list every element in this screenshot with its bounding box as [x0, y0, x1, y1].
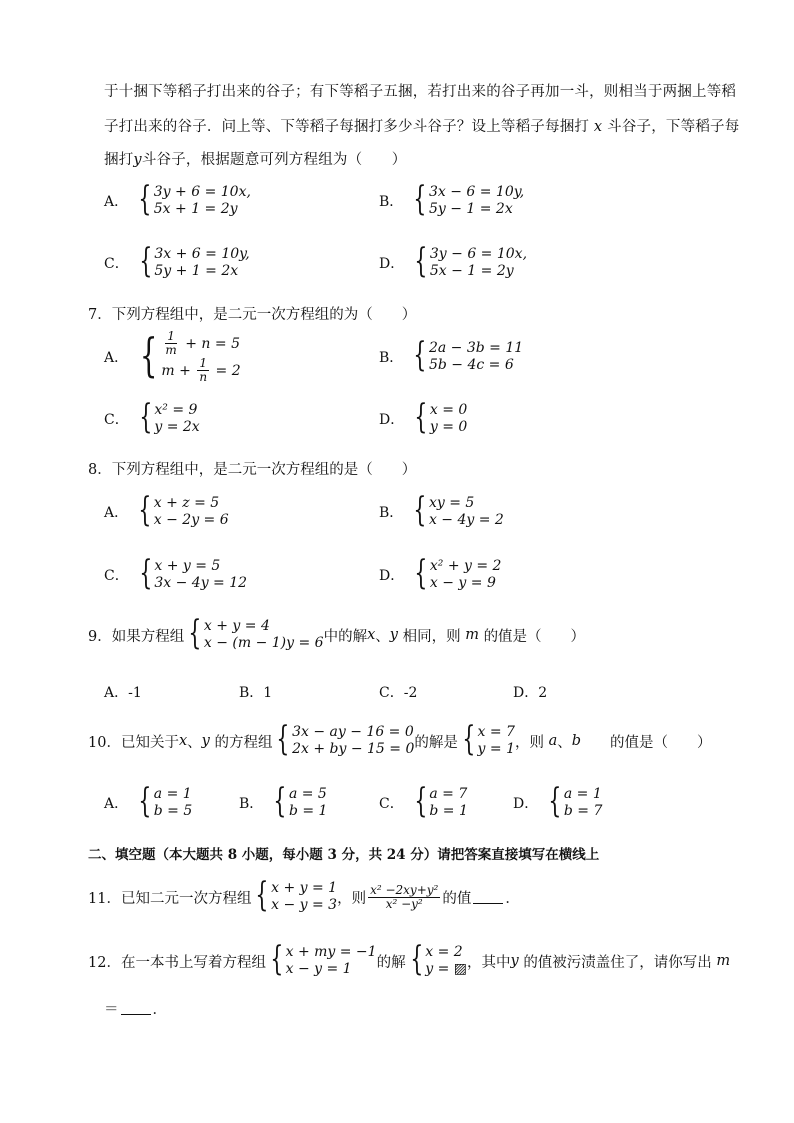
q10-stem: 10．已知关于 x 、 y 的方程组 { 3x − ay − 16 = 0 2x + by − 15 = 0 的解是 { x = 7 y = 1 ，则 a 、 b 的值是（ ）: [88, 719, 712, 759]
equation-system: { x² = 9 y = 2x: [139, 397, 200, 437]
q6-stem-line-1: 于十捆下等稻子打出来的谷子；有下等稻子五捆，若打出来的谷子再加一斗，则相当于两捆上等稻: [104, 84, 737, 100]
q8-option-b[interactable]: B． { xy = 5 x − 4y = 2: [379, 490, 504, 530]
q8-stem: 8．下列方程组中，是二元一次方程组的是（ ）: [88, 462, 417, 478]
q8-option-d[interactable]: D． { x² + y = 2 x − y = 9: [379, 553, 502, 593]
q11-stem: 11．已知二元一次方程组 { x + y = 1 x − y = 3 ，则 $\frac{\text{x² −2xy+y²}}{\text{x² −y²}}$ 的值 ．: [88, 875, 520, 915]
equation-system: { 3x + 6 = 10y, 5y + 1 = 2x: [139, 241, 250, 281]
equation-system: { 3x − 6 = 10y, 5y − 1 = 2x: [413, 179, 525, 219]
q7-option-d[interactable]: D． { x = 0 y = 0: [379, 397, 468, 437]
q9-stem: 9．如果方程组 { x + y = 4 x − (m − 1)y = 6 中的解 x 、 y 相同，则 m 的值是（ ）: [88, 613, 586, 653]
equation-system: { a = 1 b = 5: [138, 781, 193, 821]
equation-system: { 3x − ay − 16 = 0 2x + by − 15 = 0: [276, 719, 415, 759]
equation-system: { x² + y = 2 x − y = 9: [414, 553, 502, 593]
q7-option-b[interactable]: B． { 2a − 3b = 11 5b − 4c = 6: [379, 335, 524, 375]
q8-option-a[interactable]: A． { x + z = 5 x − 2y = 6: [104, 490, 229, 530]
q9-option-d[interactable]: D．2: [513, 685, 548, 701]
section-title: 二、填空题（本大题共 8 小题，每小题 3 分，共 24 分）请把答案直接填写在横线上: [88, 847, 600, 863]
q6-option-c[interactable]: C． { 3x + 6 = 10y, 5y + 1 = 2x: [104, 241, 250, 281]
q9-option-a[interactable]: A．-1: [104, 685, 142, 701]
q12-stem: 12．在一本书上写着方程组 { x + my = −1 x − y = 1 的解 { x = 2 y = ▨ ，其中 y 的值被污渍盖住了，请你写出 m: [88, 939, 731, 979]
q8-option-c[interactable]: C． { x + y = 5 3x − 4y = 12: [104, 553, 248, 593]
solution-system: { x = 7 y = 1: [462, 719, 515, 759]
equation-system: { 3y + 6 = 10x, 5x + 1 = 2y: [138, 179, 251, 219]
equation-system: { x + z = 5 x − 2y = 6: [138, 490, 229, 530]
q6-stem-line-2: 子打出来的谷子．问上等、下等稻子每捆打多少斗谷子？设上等稻子每捆打 x 斗谷子，下等稻子每: [104, 119, 740, 135]
q7-option-a[interactable]: A． { $\frac{1}{m}$ + n = 5 m + $\frac{1}{n}$ = 2: [104, 328, 241, 384]
q7-stem: 7．下列方程组中，是二元一次方程组的为（ ）: [88, 307, 417, 323]
q9-option-c[interactable]: C．-2: [379, 685, 418, 701]
equation-system: { a = 5 b = 1: [273, 781, 328, 821]
equation-system: { $\frac{1}{m}$ + n = 5 m + $\frac{1}{n}$ = 2: [139, 328, 241, 384]
equation-system: { x + y = 5 3x − 4y = 12: [139, 553, 248, 593]
equation-system: { x + y = 4 x − (m − 1)y = 6: [188, 613, 324, 653]
answer-blank[interactable]: [121, 1002, 151, 1015]
equation-system: { x + y = 1 x − y = 3: [255, 875, 338, 915]
solution-system: { x = 2 y = ▨: [409, 939, 467, 979]
equation-system: { 3y − 6 = 10x, 5x − 1 = 2y: [414, 241, 528, 281]
equation-system: { a = 1 b = 7: [548, 781, 603, 821]
q12-answer-line: ＝ ．: [104, 1002, 167, 1018]
q6-option-b[interactable]: B． { 3x − 6 = 10y, 5y − 1 = 2x: [379, 179, 525, 219]
q7-option-c[interactable]: C． { x² = 9 y = 2x: [104, 397, 200, 437]
q6-option-a[interactable]: A． { 3y + 6 = 10x, 5x + 1 = 2y: [104, 179, 251, 219]
equation-system: { xy = 5 x − 4y = 2: [413, 490, 504, 530]
equation-system: { x = 0 y = 0: [414, 397, 468, 437]
equation-system: { x + my = −1 x − y = 1: [270, 939, 377, 979]
q6-stem-line-3: 捆打y斗谷子，根据题意可列方程组为（ ）: [104, 152, 407, 168]
fraction: $\frac{\text{x² −2xy+y²}}{\text{x² −y²}}$: [370, 882, 439, 911]
q10-option-a[interactable]: A． { a = 1 b = 5: [104, 781, 193, 821]
equation-system: { a = 7 b = 1: [414, 781, 468, 821]
q10-option-b[interactable]: B． { a = 5 b = 1: [239, 781, 328, 821]
answer-blank[interactable]: [473, 891, 503, 904]
q10-option-c[interactable]: C． { a = 7 b = 1: [379, 781, 468, 821]
q6-option-d[interactable]: D． { 3y − 6 = 10x, 5x − 1 = 2y: [379, 241, 528, 281]
equation-system: { 2a − 3b = 11 5b − 4c = 6: [413, 335, 524, 375]
q9-option-b[interactable]: B．1: [239, 685, 273, 701]
q10-option-d[interactable]: D． { a = 1 b = 7: [513, 781, 603, 821]
